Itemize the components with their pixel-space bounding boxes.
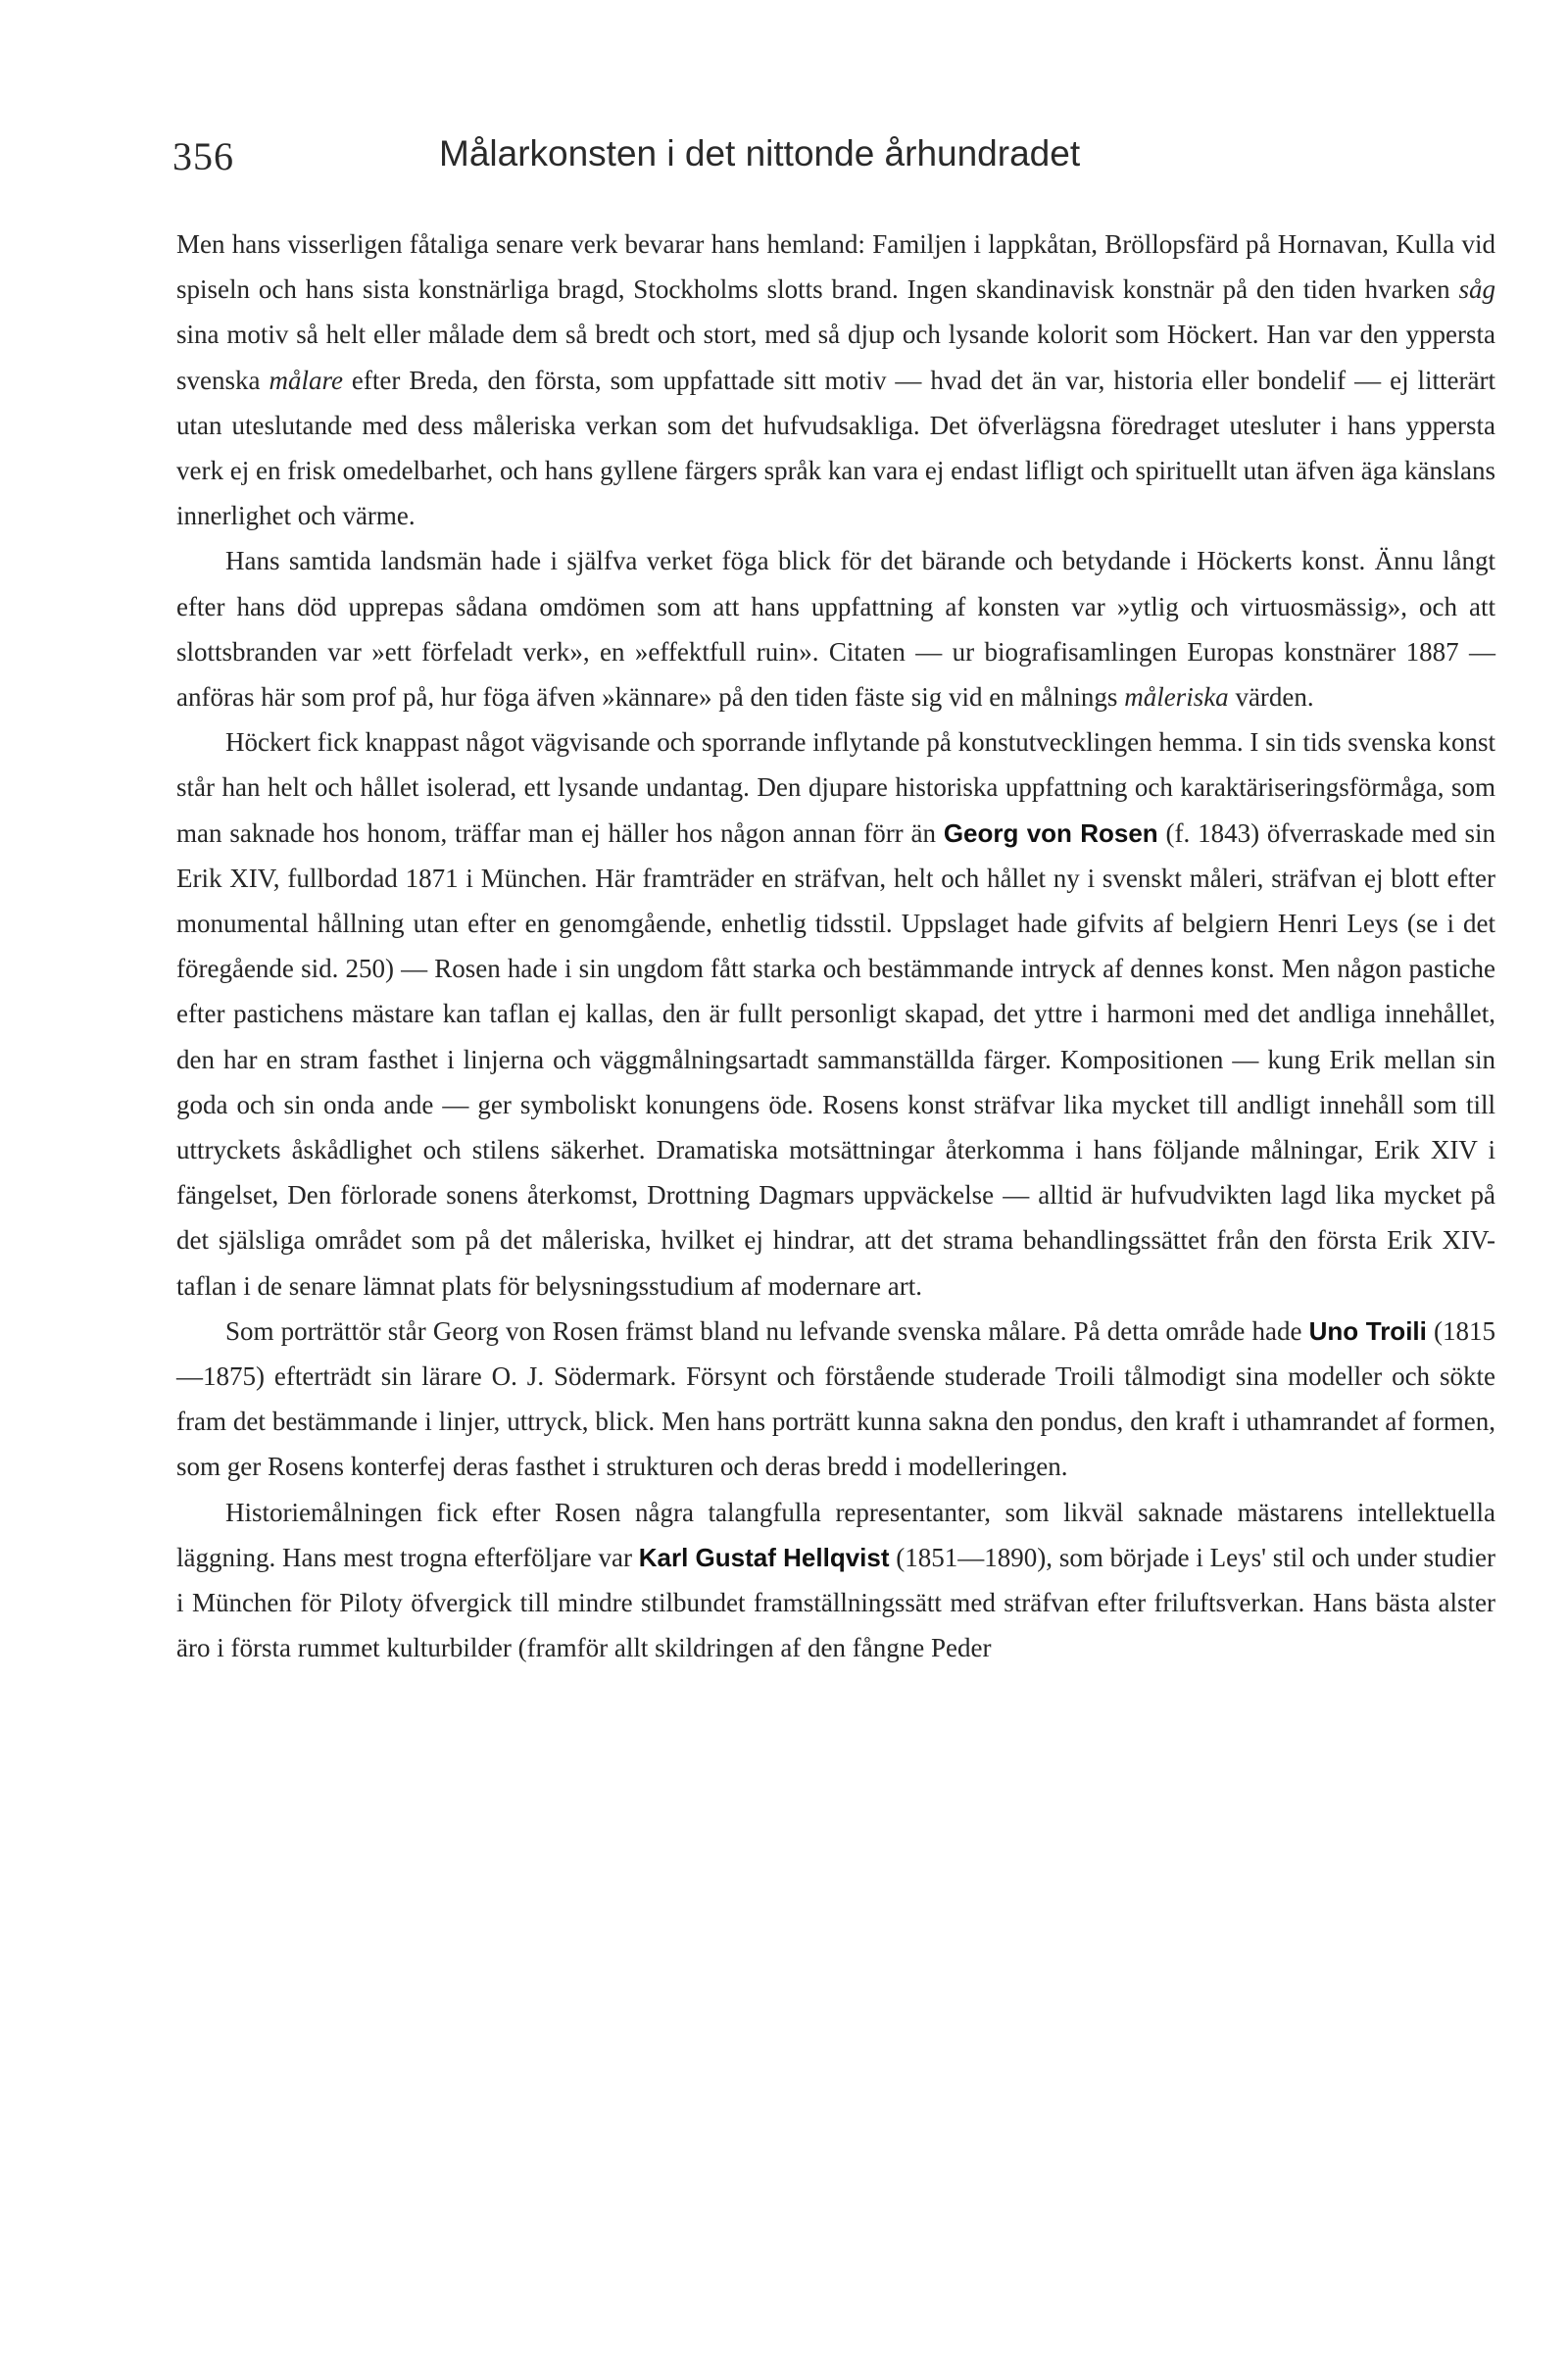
text-run: värden.	[1228, 682, 1314, 713]
emphasis: målare	[269, 365, 343, 395]
paragraph-2	[176, 538, 1495, 719]
paragraph-5	[176, 1490, 1495, 1671]
text-run: Historiemålningen fick efter Rosen några talangfulla representanter, som likväl saknade mästarens intellektuella läggning. Hans mest trogna efterföljare var	[176, 1497, 1495, 1572]
text-run: (1851—1890), som började i Leys' stil och under studier i München för Piloty öfvergick till mindre stilbundet framställningssätt med sträfvan efter friluftsverkan. Hans bästa alster äro i första rummet kulturbilder (framför allt skildringen af den fångne Peder	[176, 1542, 1496, 1663]
text-run: Hans samtida landsmän hade i själfva verket föga blick för det bärande och betydande i Höckerts konst. Ännu långt efter hans död upprepas sådana omdömen som att hans uppfattning af konsten var »ytlig och virtuosmässig», och att slottsbranden var »ett förfeladt verk», en »effektfull ruin». Citaten — ur biografisamlingen Europas konstnärer 1887 — anföras här som prof på, hur föga äfven »kännare» på den tiden fäste sig vid en målnings	[176, 546, 1495, 713]
paragraph-3	[176, 719, 1495, 1309]
page-number: 356	[172, 134, 234, 178]
body-text	[176, 222, 1495, 1671]
emphasis: såg	[1458, 274, 1495, 305]
emphasis: måleriska	[1124, 682, 1229, 713]
text-run: Som porträttör står Georg von Rosen främst bland nu lefvande svenska målare. På detta område hade	[225, 1315, 1309, 1346]
paragraph-4	[176, 1309, 1495, 1490]
text-run: (1815—1875) efterträdt sin lärare O. J. Södermark. Försynt och förstående studerade Troili tålmodigt sina modeller och sökte fram det bestämmande i linjer, uttryck, blick. Men hans porträtt kunna sakna den pondus, den kraft i uthamrandet af formen, som ger Rosens konterfej deras fasthet i strukturen och deras bredd i modelleringen.	[176, 1315, 1496, 1482]
page-header	[172, 133, 1511, 192]
text-run: Höckert fick knappast något vägvisande och sporrande inflytande på konstutvecklingen hemma. I sin tids svenska konst står han helt och hållet isolerad, ett lysande undantag. Den djupare historiska uppfattning och karaktäriseringsförmåga, som man saknade hos honom, träffar man ej häller hos någon annan förr än	[176, 727, 1495, 848]
text-run: (f. 1843) öfverraskade med sin Erik XIV, fullbordad 1871 i München. Här framträder en sträfvan, helt och hållet ny i svenskt måleri, sträfvan ej blott efter monumental hållning utan efter en genomgående, enhetlig tidsstil. Uppslaget hade gifvits af belgiern Henri Leys (se i det föregående sid. 250) — Rosen hade i sin ungdom fått starka och bestämmande intryck af dennes konst. Men någon pastiche efter pastichens mästare kan taflan ej kallas, den är fullt personligt skapad, det yttre i harmoni med det andliga innehållet, den har en stram fasthet i linjerna och väggmålningsartadt sammanställda färger. Kompositionen — kung Erik mellan sin goda och sin onda ande — ger symboliskt konungens öde. Rosens konst sträfvar lika mycket till andligt innehåll som till uttryckets åskådlighet och stilens säkerhet. Dramatiska motsättningar återkomma i hans följande målningar, Erik XIV i fängelset, Den förlorade sonens återkomst, Drottning Dagmars uppväckelse — alltid är hufvudvikten lagd lika mycket på det själsliga området som på det måleriska, hvilket ej hindrar, att det strama behandlingssättet från den första Erik XIV-taflan i de senare lämnat plats för belysningsstudium af modernare art.	[176, 817, 1496, 1301]
text-run: efter Breda, den första, som uppfattade sitt motiv — hvad det än var, historia eller bondelif — ej litterärt utan uteslutande med dess måleriska verkan som det hufvudsakliga. Det öfverlägsna föredraget utesluter i hans yppersta verk ej en frisk omedelbarhet, och hans gyllene färgers språk kan vara ej endast lifligt och spirituellt utan äfven äga känslans innerlighet och värme.	[176, 365, 1495, 531]
text-run: sina motiv så helt eller målade dem så bredt och stort, med så djup och lysande kolorit som Höckert. Han var den yppersta svenska	[176, 320, 1495, 395]
artist-name: Georg von Rosen	[943, 817, 1158, 848]
running-title: Målarkonsten i det nittonde århundradet	[439, 133, 1081, 173]
paragraph-1	[176, 222, 1495, 538]
artist-name: Uno Troili	[1308, 1315, 1427, 1346]
artist-name: Karl Gustaf Hellqvist	[638, 1542, 890, 1572]
text-run: Men hans visserligen fåtaliga senare verk bevarar hans hemland: Familjen i lappkåtan, Bröllopsfärd på Hornavan, Kulla vid spiseln och hans sista konstnärliga bragd, Stockholms slotts brand. Ingen skandinavisk konstnär på den tiden hvarken	[176, 229, 1495, 305]
